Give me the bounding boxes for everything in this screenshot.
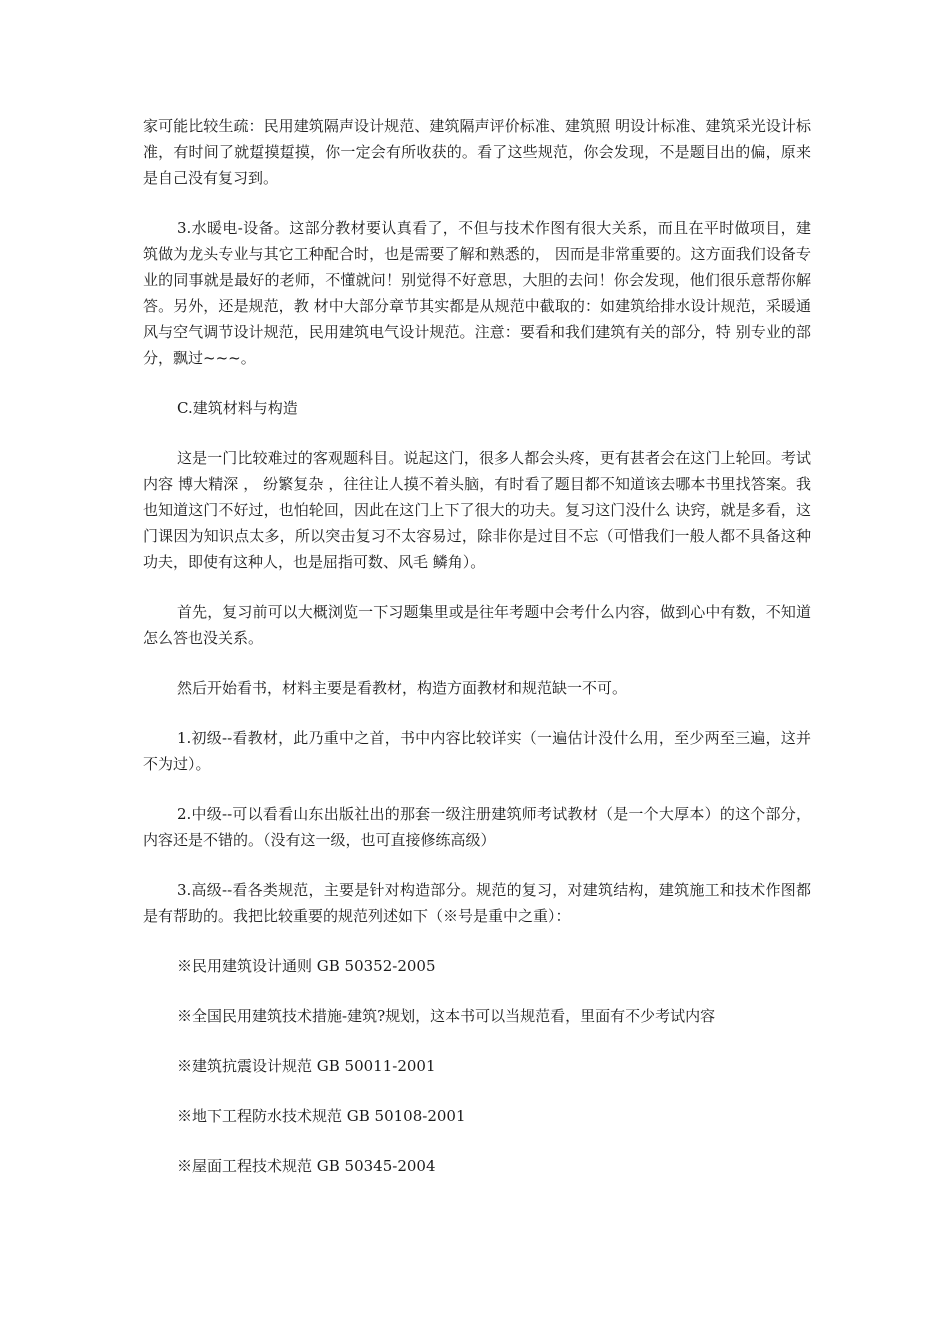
list-item-standard-1: ※民用建筑设计通则 GB 50352-2005 <box>177 957 436 975</box>
paragraph-first-step: 首先，复习前可以大概浏览一下习题集里或是往年考题中会考什么内容，做到心中有数，不知道怎么答也没关系。 <box>143 603 811 647</box>
paragraph-level-intermediate: 2.中级--可以看看山东出版社出的那套一级注册建筑师考试教材（是一个大厚本）的这个部分，内容还是不错的。（没有这一级，也可直接修练高级） <box>143 805 811 849</box>
paragraph-intro-continued: 家可能比较生疏：民用建筑隔声设计规范、建筑隔声评价标准、建筑照 明设计标准、建筑采光设计标准，有时间了就踅摸踅摸，你一定会有所收获的。看了这些规范，你会发现，不是题目出的偏，原来是自己没有复习到。 <box>143 117 811 187</box>
paragraph-level-beginner: 1.初级--看教材，此乃重中之首，书中内容比较详实（一遍估计没什么用，至少两至三遍，这并不为过）。 <box>143 729 811 773</box>
list-item-standard-2: ※全国民用建筑技术措施-建筑?规划，这本书可以当规范看，里面有不少考试内容 <box>177 1007 716 1025</box>
list-item-standard-5: ※屋面工程技术规范 GB 50345-2004 <box>177 1157 436 1175</box>
paragraph-materials-overview: 这是一门比较难过的客观题科目。说起这门，很多人都会头疼，更有甚者会在这门上轮回。考试内容 博大精深 ， 纷繁复杂 ，往往让人摸不着头脑，有时看了题目都不知道该去哪本书里找答案。我也知道这门不好过，也怕轮回，因此在这门上下了很大的功夫。复习这门没什么 诀窍，就是多看，这门课因为知识点太多，所以突击复习不太容易过，除非你是过目不忘（可惜我们一般人都不具备这种功夫，即使有这种人，也是屈指可数、风毛 鳞角）。 <box>143 449 811 571</box>
paragraph-hvac-equipment: 3.水暖电-设备。这部分教材要认真看了，不但与技术作图有很大关系，而且在平时做项目，建筑做为龙头专业与其它工种配合时，也是需要了解和熟悉的， 因而是非常重要的。这方面我们设备专业的同事就是最好的老师，不懂就问！别觉得不好意思，大胆的去问！你会发现，他们很乐意帮你解答。另外，还是规范，教 材中大部分章节其实都是从规范中截取的：如建筑给排水设计规范，采暖通风与空气调节设计规范，民用建筑电气设计规范。注意：要看和我们建筑有关的部分，特 别专业的部分，飘过~~~。 <box>143 219 811 367</box>
list-item-standard-3: ※建筑抗震设计规范 GB 50011-2001 <box>177 1057 436 1075</box>
document-body <box>143 113 811 1203</box>
paragraph-level-advanced: 3.高级--看各类规范，主要是针对构造部分。规范的复习，对建筑结构，建筑施工和技术作图都是有帮助的。我把比较重要的规范列述如下（※号是重中之重）： <box>143 881 811 925</box>
paragraph-then-read: 然后开始看书，材料主要是看教材，构造方面教材和规范缺一不可。 <box>177 679 628 697</box>
section-heading-materials-construction: C.建筑材料与构造 <box>177 399 298 417</box>
list-item-standard-4: ※地下工程防水技术规范 GB 50108-2001 <box>177 1107 466 1125</box>
